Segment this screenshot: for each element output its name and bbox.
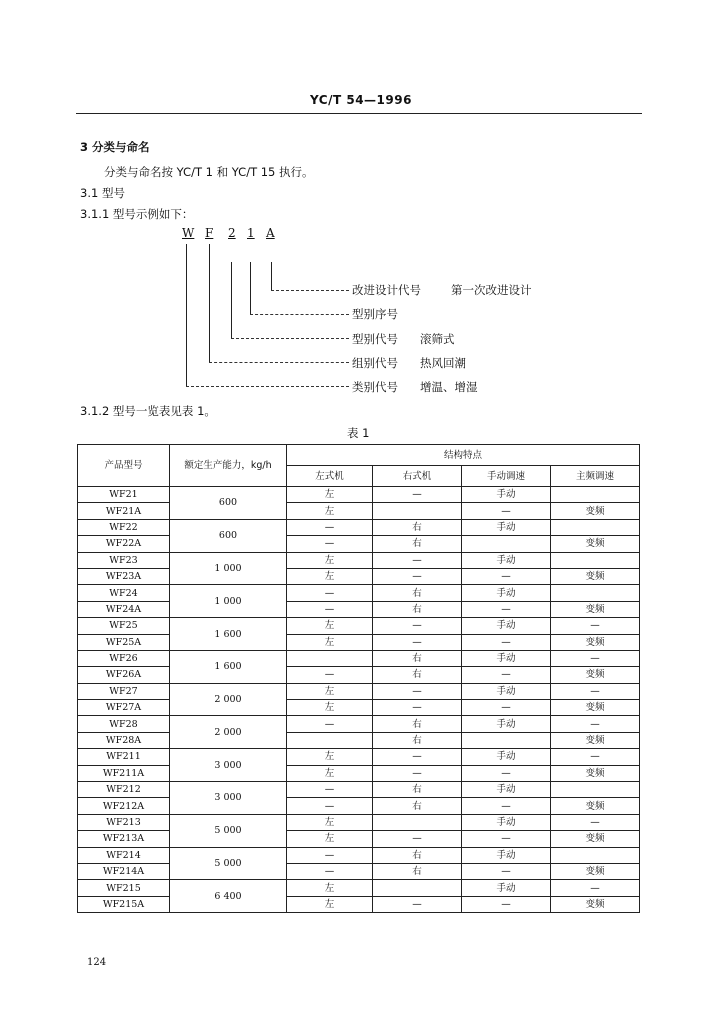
cell-freq: 变频 — [551, 700, 640, 716]
cell-freq — [551, 552, 640, 568]
cell-left: 左 — [287, 568, 373, 584]
cell-freq: 变频 — [551, 667, 640, 683]
leader-f — [209, 362, 349, 363]
section-3-intro: 分类与命名按 YC/T 1 和 YC/T 15 执行。 — [104, 165, 314, 179]
cell-capacity: 5 000 — [170, 814, 287, 847]
connector-w — [186, 244, 187, 386]
table-row — [78, 749, 640, 765]
cell-left — [287, 650, 373, 666]
cell-capacity: 600 — [170, 487, 287, 520]
cell-manual: — — [462, 667, 551, 683]
table-row — [78, 798, 640, 814]
cell-right: 右 — [373, 847, 462, 863]
cell-freq: 变频 — [551, 568, 640, 584]
cell-right: — — [373, 765, 462, 781]
cell-right: 右 — [373, 585, 462, 601]
table-row — [78, 847, 640, 863]
table-row — [78, 503, 640, 519]
cell-model: WF215 — [78, 880, 170, 896]
header-model: 产品型号 — [78, 445, 170, 487]
cell-right: — — [373, 683, 462, 699]
cell-manual: 手动 — [462, 585, 551, 601]
cell-manual: 手动 — [462, 782, 551, 798]
cell-freq — [551, 519, 640, 535]
cell-model: WF26 — [78, 650, 170, 666]
table-row — [78, 552, 640, 568]
cell-manual: — — [462, 634, 551, 650]
cell-right: 右 — [373, 601, 462, 617]
cell-left: 左 — [287, 880, 373, 896]
cell-capacity: 1 000 — [170, 552, 287, 585]
cell-left: 左 — [287, 503, 373, 519]
cell-left: — — [287, 536, 373, 552]
label-improvement-code: 改进设计代号 — [352, 283, 421, 297]
table-row — [78, 487, 640, 503]
label-type-serial: 型别序号 — [352, 307, 398, 321]
cell-freq — [551, 487, 640, 503]
table-row — [78, 667, 640, 683]
cell-model: WF212 — [78, 782, 170, 798]
cell-model: WF214 — [78, 847, 170, 863]
table-row — [78, 782, 640, 798]
cell-left — [287, 732, 373, 748]
cell-left: — — [287, 667, 373, 683]
label-category-value: 增温、增湿 — [420, 380, 478, 394]
table-row — [78, 880, 640, 896]
cell-manual: — — [462, 863, 551, 879]
cell-freq: — — [551, 618, 640, 634]
example-letter-a: A — [266, 226, 275, 240]
cell-right: 右 — [373, 782, 462, 798]
table-row — [78, 618, 640, 634]
cell-model: WF23 — [78, 552, 170, 568]
label-type-value: 滚筛式 — [420, 332, 455, 346]
header-left-type: 左式机 — [287, 466, 373, 487]
cell-left: — — [287, 798, 373, 814]
example-letter-w: W — [182, 226, 195, 240]
header-freq-speed: 主频调速 — [551, 466, 640, 487]
leader-1 — [250, 314, 349, 315]
example-digit-2: 2 — [228, 226, 236, 240]
cell-freq: 变频 — [551, 634, 640, 650]
cell-left: — — [287, 716, 373, 732]
table-row — [78, 519, 640, 535]
cell-left: 左 — [287, 683, 373, 699]
section-3-1-2-heading: 3.1.2 型号一览表见表 1。 — [80, 404, 216, 418]
table-row — [78, 536, 640, 552]
cell-freq: — — [551, 683, 640, 699]
header-manual-speed: 手动调速 — [462, 466, 551, 487]
example-digit-1: 1 — [247, 226, 255, 240]
cell-capacity: 2 000 — [170, 716, 287, 749]
cell-right: — — [373, 749, 462, 765]
cell-right: — — [373, 552, 462, 568]
cell-right — [373, 814, 462, 830]
cell-right: — — [373, 831, 462, 847]
cell-right: 右 — [373, 716, 462, 732]
cell-right: — — [373, 618, 462, 634]
cell-manual: — — [462, 798, 551, 814]
cell-freq: 变频 — [551, 503, 640, 519]
cell-manual: 手动 — [462, 618, 551, 634]
label-group-value: 热风回潮 — [420, 356, 466, 370]
cell-manual: 手动 — [462, 716, 551, 732]
table-row — [78, 814, 640, 830]
header-capacity: 额定生产能力，kg/h — [170, 445, 287, 487]
cell-freq — [551, 585, 640, 601]
table-row — [78, 700, 640, 716]
cell-right — [373, 880, 462, 896]
header-rule — [76, 113, 642, 114]
cell-left: 左 — [287, 896, 373, 912]
standard-number: YC/T 54—1996 — [310, 93, 412, 107]
cell-model: WF25A — [78, 634, 170, 650]
cell-capacity: 3 000 — [170, 782, 287, 815]
section-3-1-1-heading: 3.1.1 型号示例如下： — [80, 207, 194, 221]
cell-model: WF23A — [78, 568, 170, 584]
cell-manual: 手动 — [462, 683, 551, 699]
cell-freq: 变频 — [551, 831, 640, 847]
cell-model: WF21 — [78, 487, 170, 503]
cell-freq — [551, 847, 640, 863]
connector-a — [271, 262, 272, 290]
cell-capacity: 5 000 — [170, 847, 287, 880]
example-letter-f: F — [205, 226, 214, 240]
cell-model: WF212A — [78, 798, 170, 814]
cell-freq: 变频 — [551, 798, 640, 814]
cell-right: 右 — [373, 536, 462, 552]
cell-manual: 手动 — [462, 487, 551, 503]
cell-model: WF22A — [78, 536, 170, 552]
cell-left: 左 — [287, 634, 373, 650]
cell-left: 左 — [287, 749, 373, 765]
cell-freq: 变频 — [551, 732, 640, 748]
cell-model: WF22 — [78, 519, 170, 535]
cell-model: WF21A — [78, 503, 170, 519]
cell-left: 左 — [287, 487, 373, 503]
connector-f — [209, 244, 210, 362]
cell-left: 左 — [287, 552, 373, 568]
cell-left: 左 — [287, 618, 373, 634]
cell-freq: 变频 — [551, 896, 640, 912]
cell-manual: 手动 — [462, 552, 551, 568]
cell-manual: 手动 — [462, 749, 551, 765]
cell-freq: — — [551, 749, 640, 765]
cell-right: 右 — [373, 650, 462, 666]
table-caption: 表 1 — [347, 426, 370, 440]
table-row — [78, 601, 640, 617]
cell-capacity: 6 400 — [170, 880, 287, 913]
label-type-code: 型别代号 — [352, 332, 398, 346]
section-3-1-heading: 3.1 型号 — [80, 186, 125, 200]
cell-model: WF28 — [78, 716, 170, 732]
cell-manual: 手动 — [462, 847, 551, 863]
cell-freq: 变频 — [551, 536, 640, 552]
model-table — [77, 444, 640, 913]
cell-model: WF211A — [78, 765, 170, 781]
cell-model: WF27A — [78, 700, 170, 716]
cell-right: 右 — [373, 798, 462, 814]
connector-1 — [250, 262, 251, 314]
cell-freq: — — [551, 716, 640, 732]
table-row — [78, 585, 640, 601]
cell-left: 左 — [287, 700, 373, 716]
table-row — [78, 765, 640, 781]
table-row — [78, 732, 640, 748]
cell-model: WF25 — [78, 618, 170, 634]
cell-manual — [462, 732, 551, 748]
cell-manual: — — [462, 765, 551, 781]
cell-left: — — [287, 601, 373, 617]
label-group-code: 组别代号 — [352, 356, 398, 370]
cell-manual: — — [462, 831, 551, 847]
cell-model: WF213A — [78, 831, 170, 847]
cell-freq: 变频 — [551, 863, 640, 879]
cell-capacity: 1 600 — [170, 618, 287, 651]
cell-left: 左 — [287, 765, 373, 781]
cell-left: — — [287, 847, 373, 863]
cell-left: — — [287, 519, 373, 535]
cell-manual: 手动 — [462, 650, 551, 666]
cell-freq: — — [551, 650, 640, 666]
cell-left: 左 — [287, 814, 373, 830]
cell-left: — — [287, 782, 373, 798]
page-number: 124 — [87, 957, 107, 968]
cell-left: — — [287, 863, 373, 879]
cell-model: WF27 — [78, 683, 170, 699]
cell-model: WF28A — [78, 732, 170, 748]
cell-capacity: 3 000 — [170, 749, 287, 782]
leader-2 — [231, 338, 349, 339]
table-body — [78, 487, 640, 913]
cell-capacity: 600 — [170, 519, 287, 552]
table-row — [78, 568, 640, 584]
leader-a — [271, 290, 349, 291]
cell-manual: — — [462, 896, 551, 912]
cell-manual: 手动 — [462, 880, 551, 896]
cell-model: WF24 — [78, 585, 170, 601]
cell-capacity: 1 600 — [170, 650, 287, 683]
leader-w — [186, 386, 349, 387]
cell-capacity: 1 000 — [170, 585, 287, 618]
table-row — [78, 896, 640, 912]
cell-manual: 手动 — [462, 814, 551, 830]
table-row — [78, 650, 640, 666]
section-3-heading: 3 分类与命名 — [80, 140, 150, 154]
cell-manual: — — [462, 568, 551, 584]
table-row — [78, 716, 640, 732]
cell-right: 右 — [373, 732, 462, 748]
table-row — [78, 683, 640, 699]
cell-left: — — [287, 585, 373, 601]
cell-freq: — — [551, 880, 640, 896]
cell-right: 右 — [373, 519, 462, 535]
cell-model: WF26A — [78, 667, 170, 683]
cell-left: 左 — [287, 831, 373, 847]
cell-freq: 变频 — [551, 765, 640, 781]
cell-right: — — [373, 568, 462, 584]
cell-right: 右 — [373, 863, 462, 879]
table-row — [78, 863, 640, 879]
cell-freq: — — [551, 814, 640, 830]
label-improvement-value: 第一次改进设计 — [451, 283, 532, 297]
cell-right: — — [373, 634, 462, 650]
cell-manual: — — [462, 700, 551, 716]
cell-right: — — [373, 700, 462, 716]
cell-manual: 手动 — [462, 519, 551, 535]
cell-model: WF211 — [78, 749, 170, 765]
cell-manual: — — [462, 503, 551, 519]
cell-right: 右 — [373, 667, 462, 683]
cell-right: — — [373, 487, 462, 503]
cell-model: WF24A — [78, 601, 170, 617]
cell-right: — — [373, 896, 462, 912]
connector-2 — [231, 262, 232, 338]
table-row — [78, 831, 640, 847]
header-right-type: 右式机 — [373, 466, 462, 487]
cell-freq: 变频 — [551, 601, 640, 617]
cell-manual: — — [462, 601, 551, 617]
table-row — [78, 634, 640, 650]
cell-freq — [551, 782, 640, 798]
cell-model: WF214A — [78, 863, 170, 879]
cell-model: WF213 — [78, 814, 170, 830]
header-structure: 结构特点 — [287, 445, 640, 466]
cell-model: WF215A — [78, 896, 170, 912]
cell-right — [373, 503, 462, 519]
cell-capacity: 2 000 — [170, 683, 287, 716]
cell-manual — [462, 536, 551, 552]
label-category-code: 类别代号 — [352, 380, 398, 394]
